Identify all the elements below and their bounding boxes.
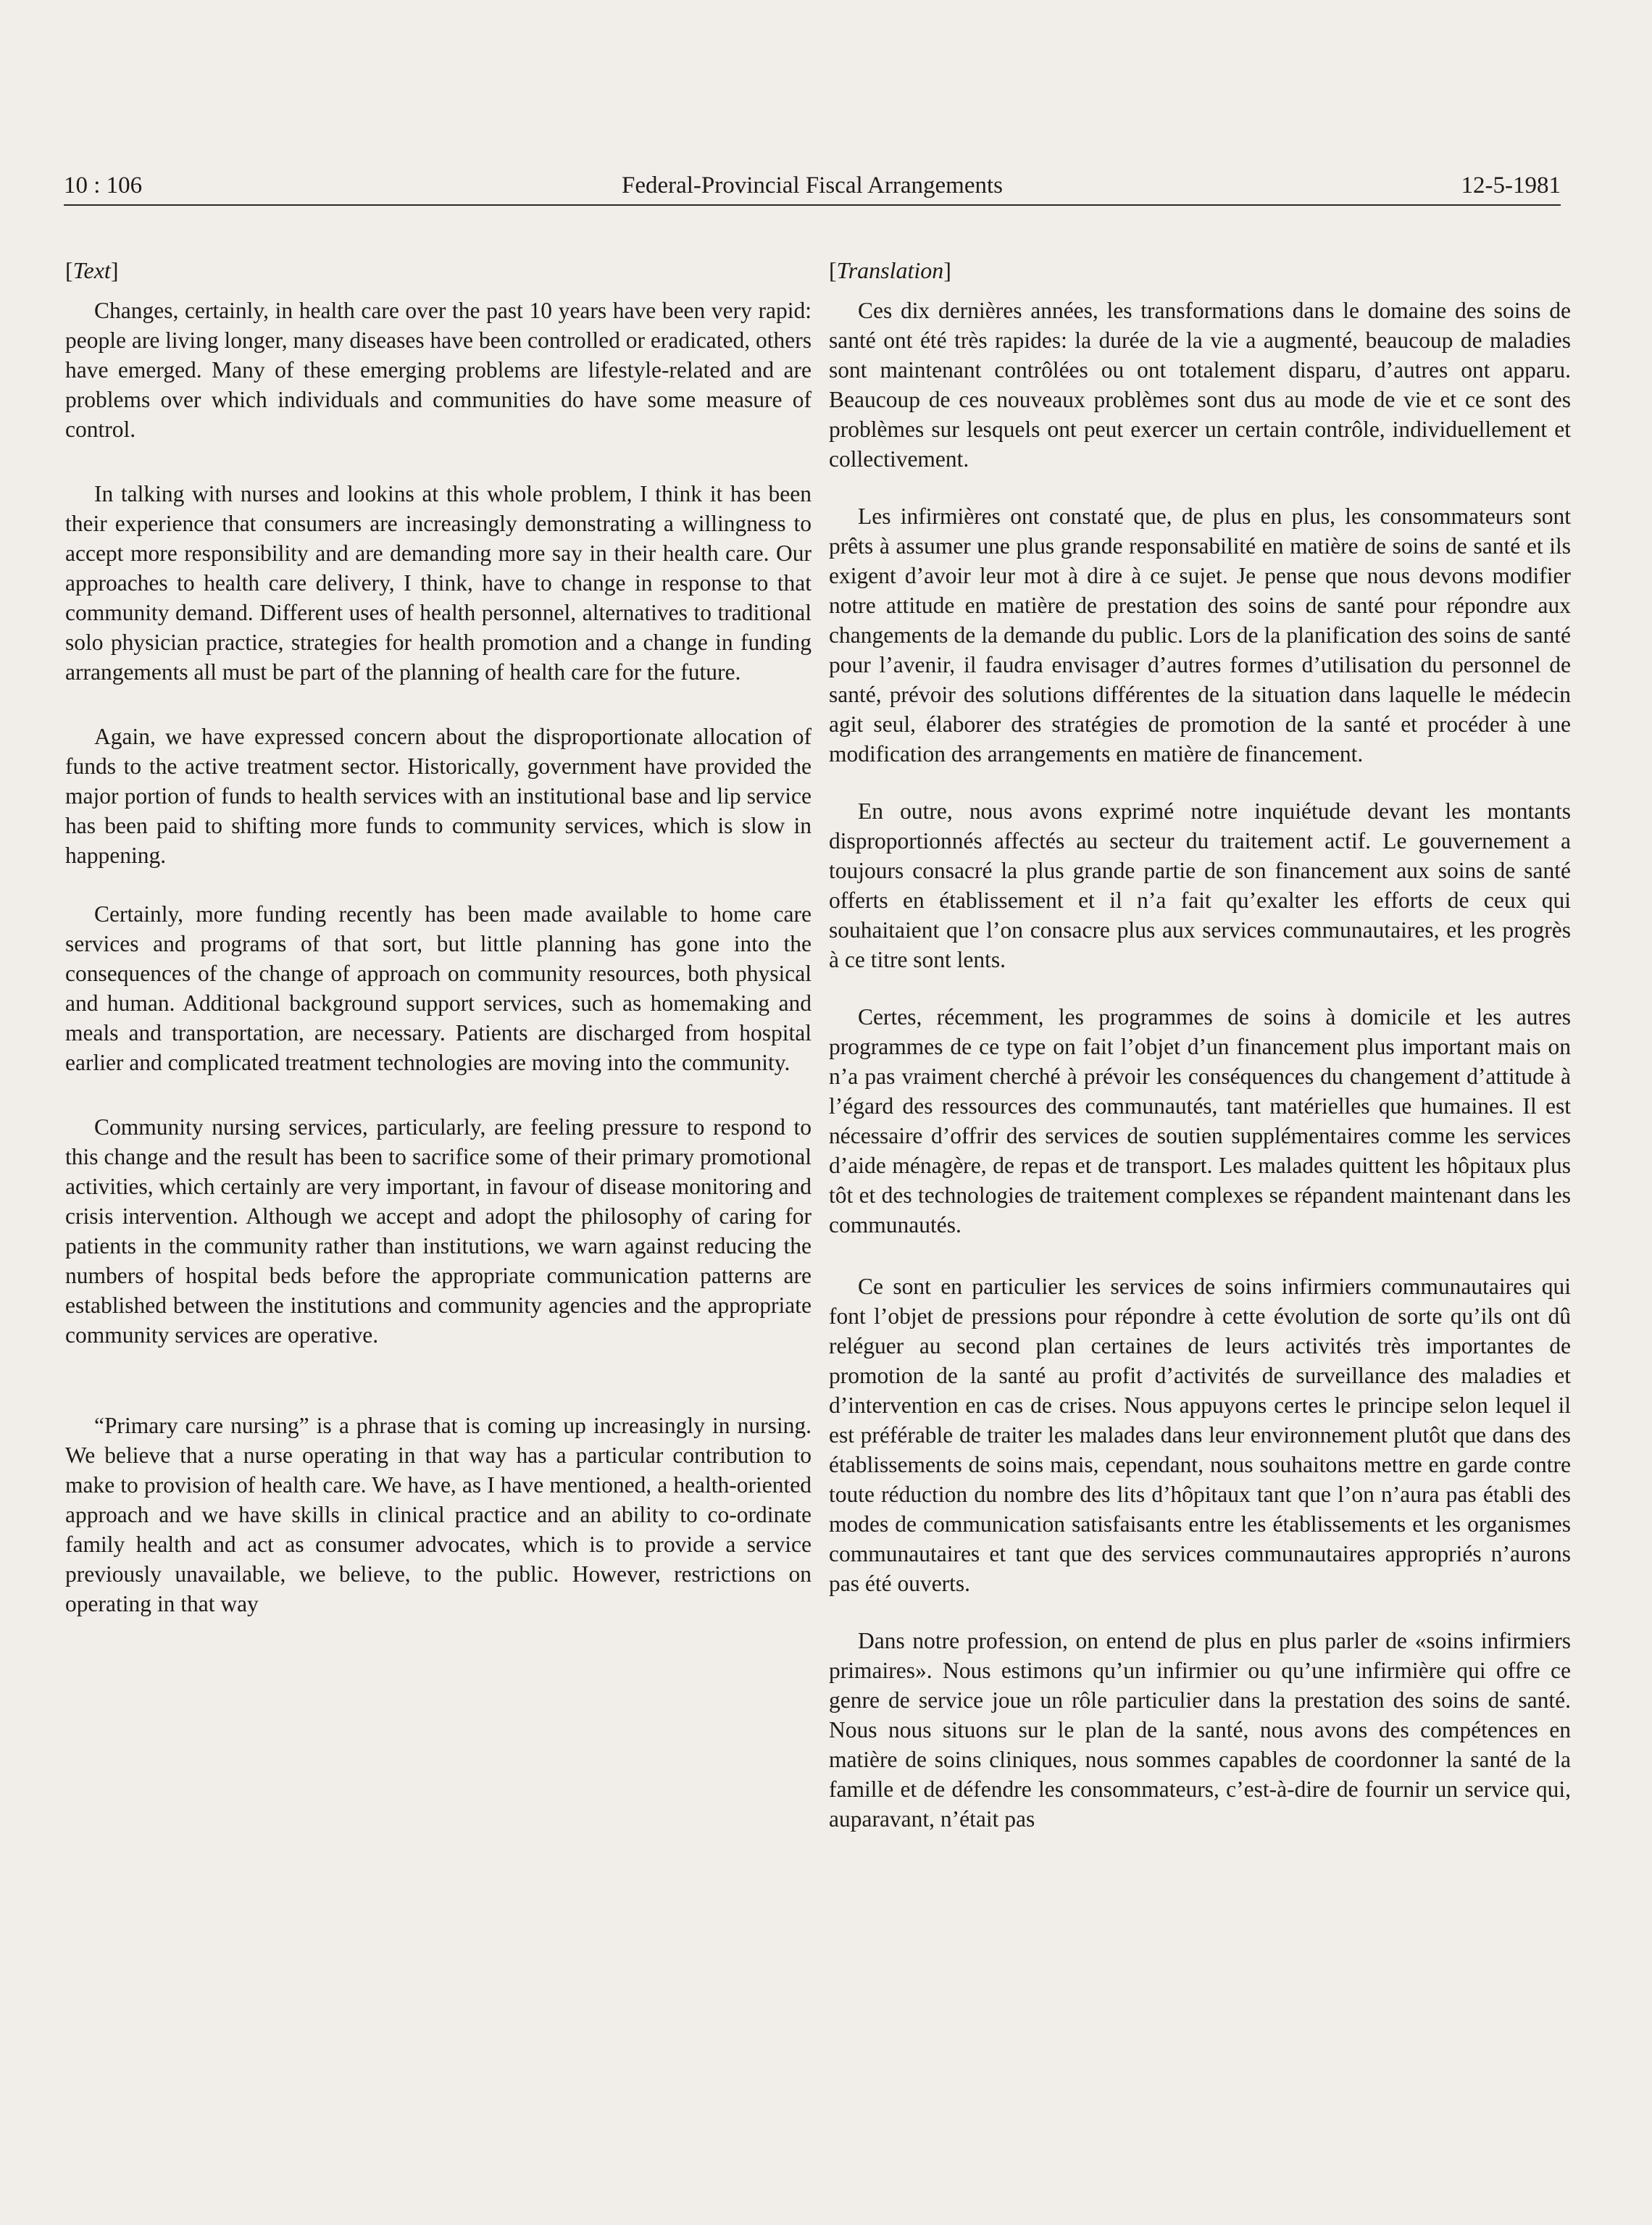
paragraph: “Primary care nursing” is a phrase that is coming up increasingly in nursing. We believe that a nurse operating in that way has a particular contribution to make to provision of health care. We have, as I have mentioned, a health-oriented approach and we have skills in clinical practice and an ability to co-ordinate family health and act as consumer advocates, which is to provide a service previously unavailable, we believe, to the public. However, restrictions on operating in that way	[65, 1413, 812, 1616]
paragraph: Ce sont en particulier les services de soins infirmiers communautaires qui font l’objet de pressions pour répondre à cette évolution de sorte qu’ils ont dû reléguer au second plan certaines de leurs activités très importantes de promotion de la santé au profit d’activités de surveillance des maladies et d’intervention en cas de crises. Nous appuyons certes le principe selon lequel il est préférable de traiter les malades dans leur environnement plutôt que dans des établissements de soins mais, cependant, nous souhaitons mettre en garde contre toute réduction du nombre des lits d’hôpitaux tant que l’on n’aura pas établi des modes de communication satisfaisants entre les établissements et les organismes communautaires et tant que des services communautaires appropriés n’aurons pas été ouverts.	[829, 1274, 1571, 1596]
paragraph: Changes, certainly, in health care over the past 10 years have been very rapid: people are living longer, many diseases have been controlled or eradicated, others have emerged. Many of these emerging problems are lifestyle-related and are problems over which individuals and communities do have some measure of control.	[65, 298, 812, 442]
running-header	[64, 165, 1561, 206]
section-label-text: [Text]	[65, 257, 119, 283]
running-title: Federal-Provincial Fiscal Arrangements	[621, 172, 1004, 199]
paragraph: En outre, nous avons exprimé notre inquiétude devant les montants disproportionnés affectés au secteur du traitement actif. Le gouvernement a toujours consacré la plus grande partie de son financement aux soins de santé offerts en établissement et il n’a fait qu’exalter les efforts de ceux qui souhaitaient que l’on consacre plus aux services communautaires, et les progrès à ce titre sont lents.	[829, 798, 1571, 972]
paragraph: Community nursing services, particularly, are feeling pressure to respond to this change and the result has been to sacrifice some of their primary promotional activities, which certainly are very important, in favour of disease monitoring and crisis intervention. Although we accept and adopt the philosophy of caring for patients in the community rather than institutions, we warn against reducing the numbers of hospital beds before the appropriate communication patterns are established between the institutions and community agencies and the appropriate community services are operative.	[65, 1114, 812, 1348]
paragraph: Ces dix dernières années, les transformations dans le domaine des soins de santé ont été très rapides: la durée de la vie a augmenté, beaucoup de maladies sont maintenant contrôlées ou ont totalement disparu, d’autres ont apparu. Beaucoup de ces nouveaux problèmes sont dus au mode de vie et ce sont des problèmes sur lesquels ont peut exercer un certain contrôle, individuellement et collectivement.	[829, 298, 1571, 472]
column-english-text	[65, 255, 812, 1619]
header-date: 12-5-1981	[1461, 172, 1561, 199]
paragraph: In talking with nurses and lookins at this whole problem, I think it has been their experience that consumers are increasingly demonstrating a willingness to accept more responsibility and are demanding more say in their health care. Our approaches to health care delivery, I think, have to change in response to that community demand. Different uses of health personnel, alternatives to traditional solo physician practice, strategies for health promotion and a change in funding arrangements all must be part of the planning of health care for the future.	[65, 481, 812, 685]
section-label-translation: [Translation]	[829, 257, 951, 283]
paragraph: Certes, récemment, les programmes de soins à domicile et les autres programmes de ce type on fait l’objet d’un financement plus important mais on n’a pas vraiment cherché à prévoir les conséquences du changement d’attitude à l’égard des ressources des communautés, tant matérielles que humaines. Il est nécessaire d’offrir des services de soutien supplémentaires comme les services d’aide ménagère, de repas et de transport. Les malades quittent les hôpitaux plus tôt et des technologies de traitement complexes se répandent maintenant dans les communautés.	[829, 1004, 1571, 1237]
paragraph: Again, we have expressed concern about the disproportionate allocation of funds to the active treatment sector. Historically, government have provided the major portion of funds to health services with an institutional base and lip service has been paid to shifting more funds to community services, which is slow in happening.	[65, 724, 812, 868]
page-number: 10 : 106	[64, 172, 143, 199]
paragraph: Certainly, more funding recently has been made available to home care services and programs of that sort, but little planning has gone into the consequences of the change of approach on community resources, both physical and human. Additional background support services, such as homemaking and meals and transportation, are necessary. Patients are discharged from hospital earlier and complicated treatment technologies are moving into the community.	[65, 901, 812, 1075]
paragraph: Les infirmières ont constaté que, de plus en plus, les consommateurs sont prêts à assumer une plus grande responsabilité en matière de soins de santé et ils exigent d’avoir leur mot à dire à ce sujet. Je pense que nous devons modifier notre attitude en matière de prestation des soins de santé pour répondre aux changements de la demande du public. Lors de la planification des soins de santé pour l’avenir, il faudra envisager d’autres formes d’utilisation du personnel de santé, prévoir des solutions différentes de la situation dans laquelle le médecin agit seul, élaborer des stratégies de promotion de la santé et procéder à une modification des arrangements en matière de financement.	[829, 504, 1571, 767]
paragraph: Dans notre profession, on entend de plus en plus parler de «soins infirmiers primaires». Nous estimons qu’un infirmier ou qu’une infirmière qui offre ce genre de service joue un rôle particulier dans la prestation des soins de santé. Nous nous situons sur le plan de la santé, nous avons des compétences en matière de soins cliniques, nous sommes capables de coordonner la santé de la famille et de défendre les consommateurs, c’est-à-dire de fournir un service qui, auparavant, n’était pas	[829, 1628, 1571, 1832]
column-french-translation	[829, 255, 1571, 1834]
